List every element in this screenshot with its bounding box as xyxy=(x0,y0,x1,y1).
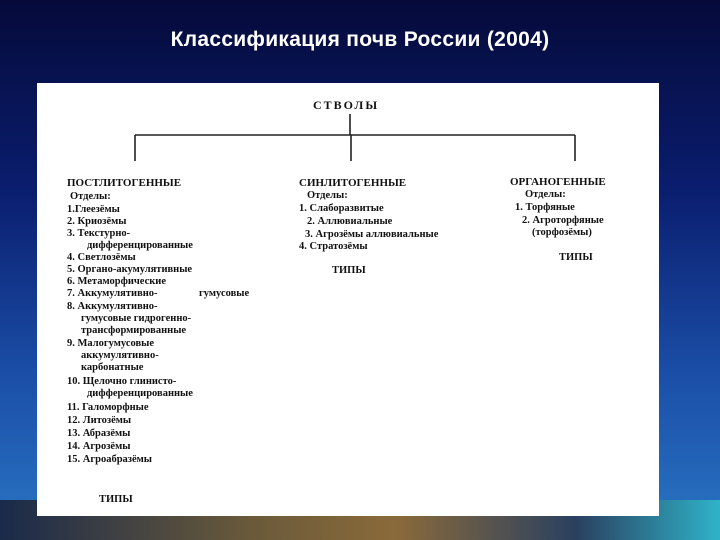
branch-sub-postlithogenic: Отделы: xyxy=(70,191,111,202)
list-item: 2. Криозёмы xyxy=(67,216,127,227)
branch-sub-synlithogenic: Отделы: xyxy=(307,190,348,201)
branch-title-postlithogenic: ПОСТЛИТОГЕННЫЕ xyxy=(67,177,182,189)
list-item: 2. Аллювиальные xyxy=(307,216,393,227)
list-item: карбонатные xyxy=(81,362,144,373)
types-label-organogenic: ТИПЫ xyxy=(559,252,593,263)
list-item: аккумулятивно- xyxy=(81,350,159,361)
list-item: дифференцированные xyxy=(87,388,193,399)
list-item: 5. Органо-акумулятивные xyxy=(67,264,193,275)
list-item: 10. Щелочно глинисто- xyxy=(67,376,177,387)
list-item: 7. Аккумулятивно- xyxy=(67,288,158,299)
list-item: 9. Малогумусовые xyxy=(67,338,155,349)
branch-title-organogenic: ОРГАНОГЕННЫЕ xyxy=(510,176,606,188)
list-item: дифференцированные xyxy=(87,240,193,251)
list-item: 3. Агрозёмы аллювиальные xyxy=(305,229,439,240)
list-item: 1. Слаборазвитые xyxy=(299,203,384,214)
list-item: гумусовые гидрогенно- xyxy=(81,313,192,324)
list-item: 15. Агроабразёмы xyxy=(67,454,153,465)
slide-title: Классификация почв России (2004) xyxy=(170,28,550,51)
list-item: 13. Абразёмы xyxy=(67,428,131,439)
list-item: 14. Агрозёмы xyxy=(67,441,131,452)
list-item: 4. Стратозёмы xyxy=(299,241,368,252)
list-item: 3. Текстурно- xyxy=(67,228,131,239)
types-label-synlithogenic: ТИПЫ xyxy=(332,265,366,276)
list-item: 4. Светлозёмы xyxy=(67,252,136,263)
list-item: 2. Агроторфяные xyxy=(522,215,604,226)
list-item: (торфозёмы) xyxy=(532,227,592,238)
list-item: 11. Галоморфные xyxy=(67,402,149,413)
branch-title-synlithogenic: СИНЛИТОГЕННЫЕ xyxy=(299,177,407,189)
list-item: гумусовые xyxy=(199,288,250,299)
classification-diagram xyxy=(37,83,659,516)
list-item: 6. Метаморфические xyxy=(67,276,167,287)
list-item: 12. Литозёмы xyxy=(67,415,132,426)
list-item: 8. Аккумулятивно- xyxy=(67,301,158,312)
root-label: СТВОЛЫ xyxy=(313,98,380,112)
list-item: 1.Глеезёмы xyxy=(67,204,120,215)
list-item: 1. Торфяные xyxy=(515,202,575,213)
branch-sub-organogenic: Отделы: xyxy=(525,189,566,200)
types-label-postlithogenic: ТИПЫ xyxy=(99,494,133,505)
list-item: трансформированные xyxy=(81,325,187,336)
